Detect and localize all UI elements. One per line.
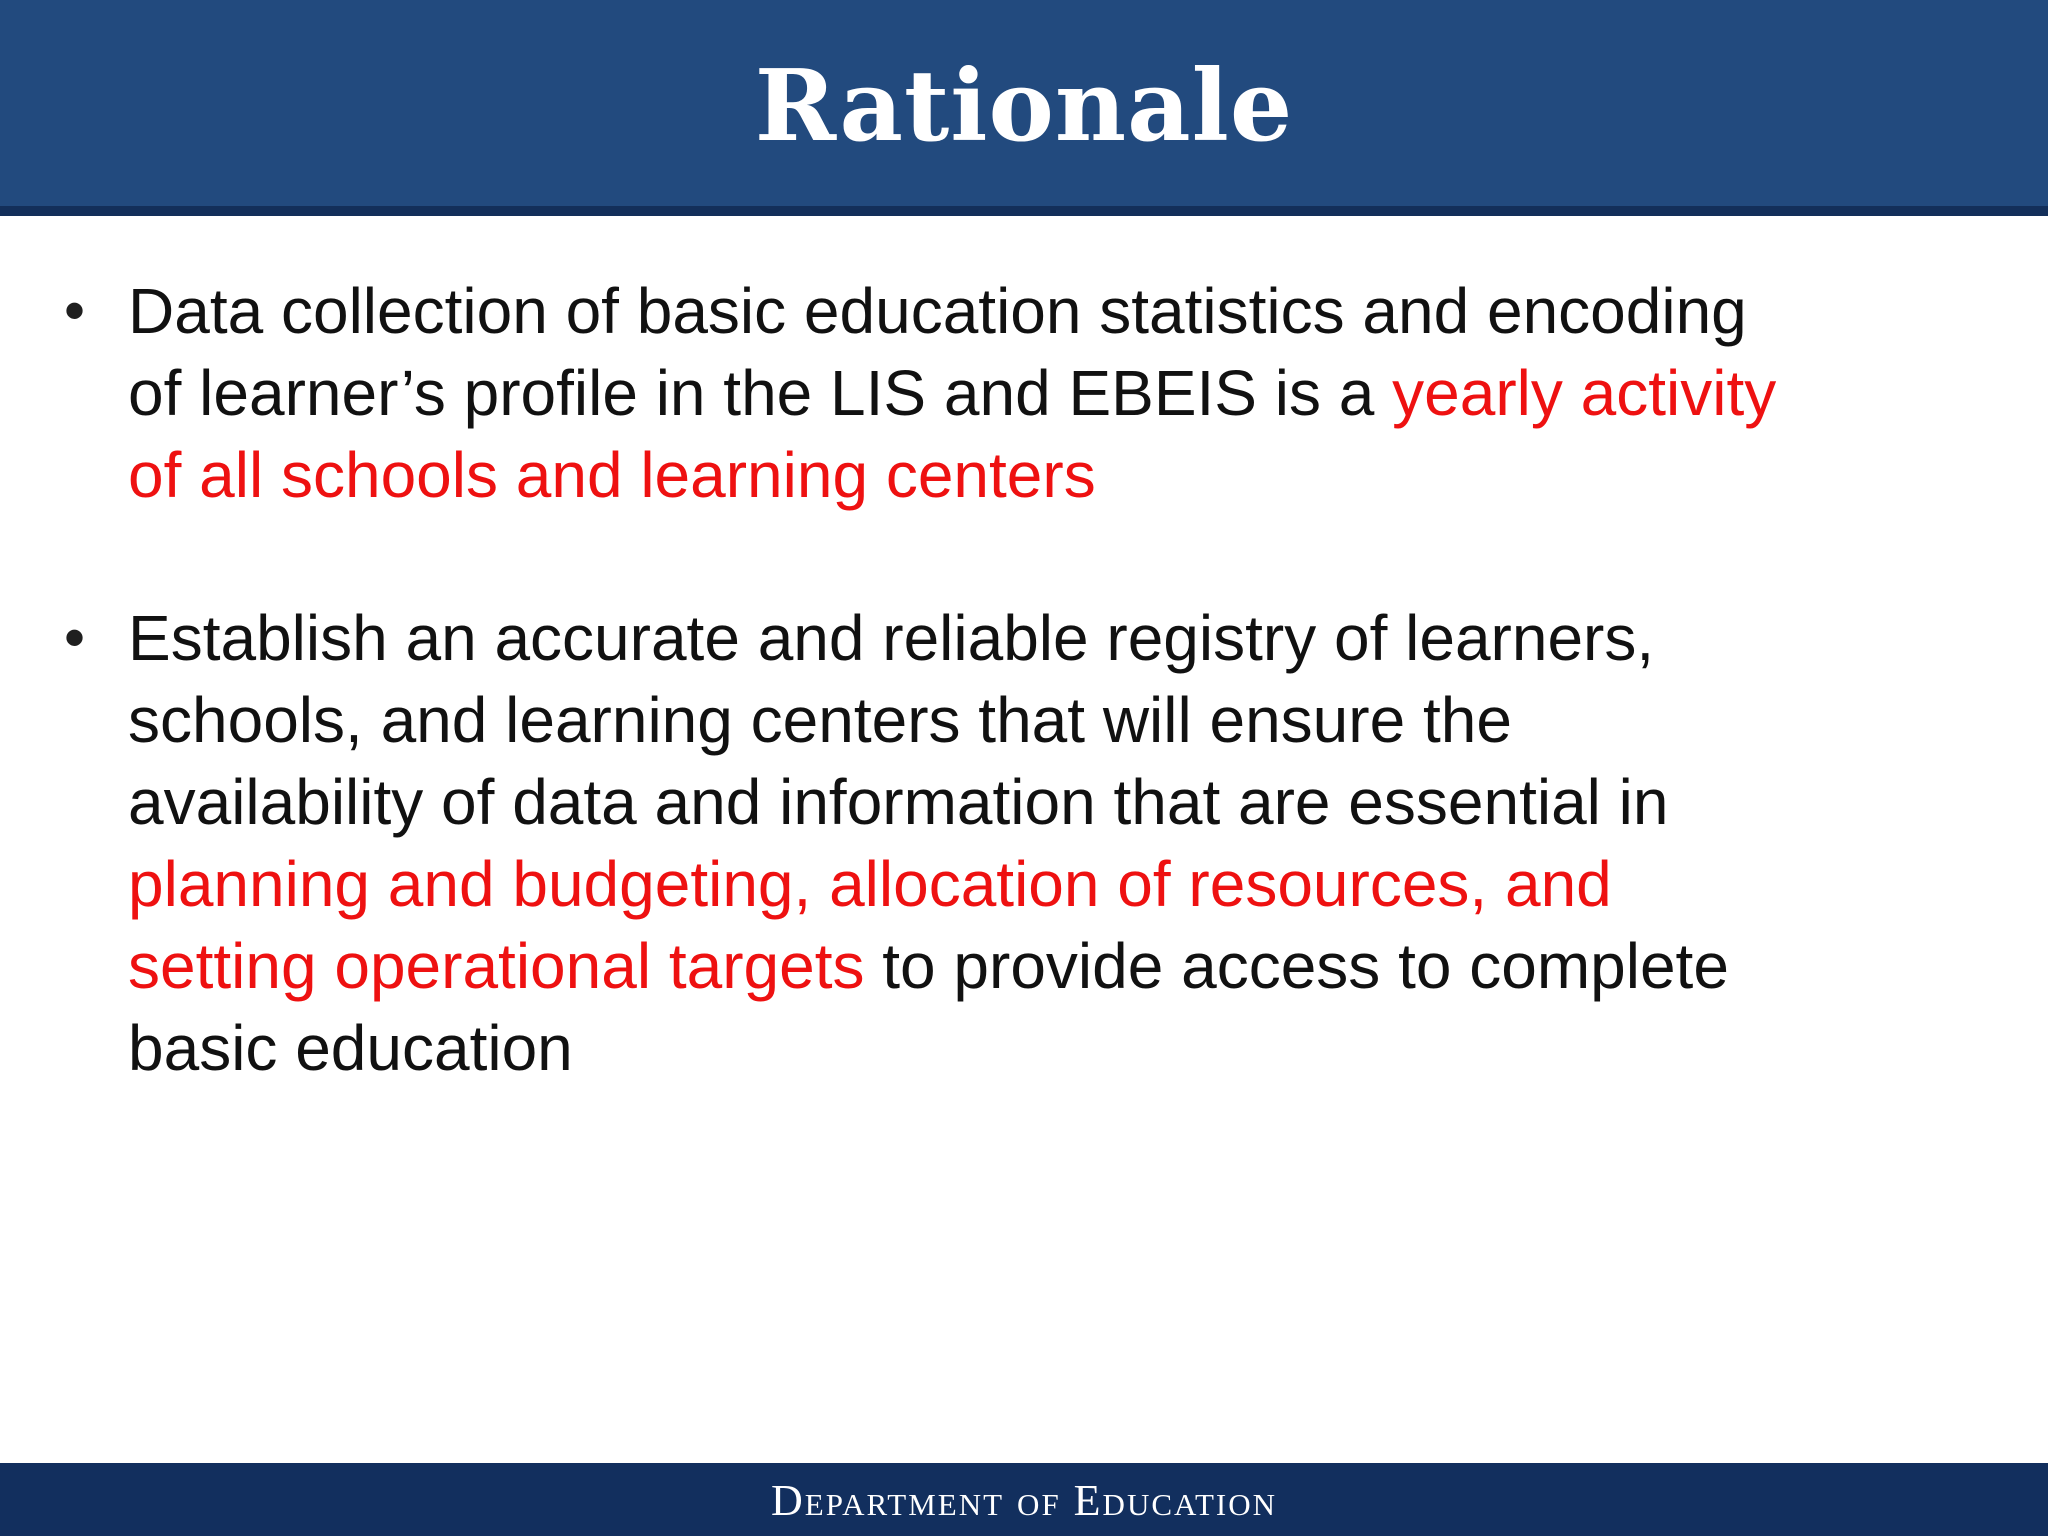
bullet-text (128, 597, 1928, 1089)
highlighted-text: setting operational targets (128, 930, 865, 1002)
footer-label: Department of Education (770, 1476, 1277, 1525)
highlighted-text: yearly activity (1392, 357, 1777, 429)
text-segment: Data collection of basic education statistics and encoding (128, 275, 1747, 347)
bullet-text (128, 270, 1928, 516)
bullet-icon: • (64, 277, 86, 344)
footer-bar (0, 1463, 2048, 1536)
highlighted-text: of all schools and learning centers (128, 439, 1096, 511)
text-segment: schools, and learning centers that will ensure the (128, 684, 1512, 756)
text-segment: basic education (128, 1012, 573, 1084)
bullet-icon: • (64, 604, 86, 671)
bullet-list (0, 270, 2048, 1130)
highlighted-text: planning and budgeting, allocation of resources, and (128, 848, 1612, 920)
slide-title: Rationale (754, 49, 1294, 164)
text-segment: Establish an accurate and reliable registry of learners, (128, 602, 1655, 674)
text-segment: to provide access to complete (864, 930, 1729, 1002)
text-segment: of learner’s profile in the LIS and EBEIS is a (128, 357, 1393, 429)
title-bar (0, 0, 2048, 206)
text-segment: availability of data and information that are essential in (128, 766, 1669, 838)
title-bar-rule (0, 206, 2048, 216)
